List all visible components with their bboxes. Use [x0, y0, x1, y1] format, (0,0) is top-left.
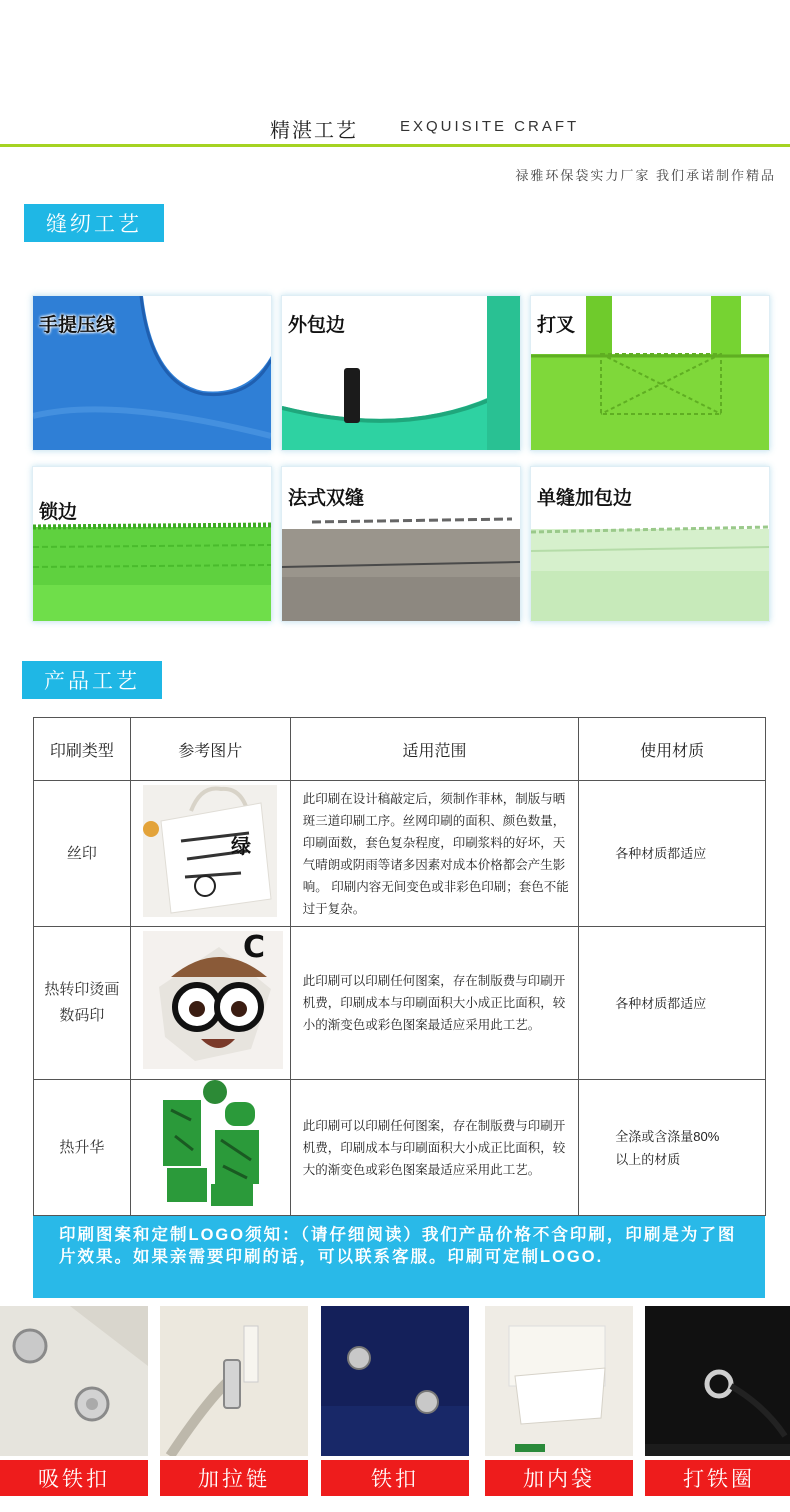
overlock-photo [33, 467, 271, 621]
svg-text:C: C [242, 930, 265, 965]
sewing-label: 手提压线 [39, 315, 116, 336]
accessory-zipper [160, 1306, 308, 1456]
material: 各种材质都适应 [615, 995, 707, 1011]
section-tag-sewing: 缝纫工艺 [24, 204, 164, 242]
accessory-snap-button [321, 1306, 469, 1456]
eyelet-photo [645, 1306, 790, 1456]
slogan: 禄雅环保袋实力厂家 我们承诺制作精品 [515, 168, 776, 183]
sewing-card-overlock [32, 466, 272, 622]
column-header: 印刷类型 [34, 718, 131, 781]
print-type: 丝印 [66, 844, 97, 862]
description: 此印刷在设计稿敲定后，须制作菲林，制版与晒斑三道印刷工序。丝网印刷的面积、颜色数量，印刷面数，套色复杂程度，印刷浆料的好坏，天气晴朗或阴雨等诸多因素对成本价格都会产生影响。 印刷内容无间变色或非彩色印刷；套色不能过于复杂。 [290, 781, 578, 927]
material-cell [579, 927, 766, 1080]
sewing-card-french-seam [281, 466, 521, 622]
sewing-card-cross [530, 295, 770, 451]
page-title-english: EXQUISITE CRAFT [400, 118, 580, 135]
page-title: 精湛工艺 [270, 120, 358, 142]
heat-transfer-dog-photo [131, 927, 289, 1074]
column-header: 参考图片 [130, 718, 290, 781]
sublimation-bags-photo [131, 1080, 289, 1210]
description: 此印刷可以印刷任何图案，存在制版费与印刷开机费，印刷成本与印刷面积大小成正比面积，较小的渐变色或彩色图案最适应采用此工艺。 [290, 927, 578, 1080]
screen-print-bag-photo [131, 781, 289, 921]
table-row [34, 781, 766, 927]
table-row [34, 927, 766, 1080]
sewing-card-binding [281, 295, 521, 451]
printing-notice: 印刷图案和定制LOGO须知：（请仔细阅读）我们产品价格不含印刷，印刷是为了图片效果。如果亲需要印刷的话，可以联系客服。印刷可定制LOGO. [33, 1216, 765, 1298]
zipper-photo [160, 1306, 308, 1456]
material-cell [579, 781, 766, 927]
material-cell [579, 1080, 766, 1216]
print-type: 热升华 [59, 1138, 105, 1156]
material: 各种材质都适应 [615, 846, 707, 861]
reference-image-cell [130, 781, 290, 927]
inner-pocket-photo [485, 1306, 633, 1456]
printing-table [33, 717, 766, 1216]
sewing-label: 法式双缝 [288, 488, 365, 509]
magnetic-button-photo [0, 1306, 148, 1456]
section-tag-product: 产品工艺 [22, 661, 162, 699]
accessory-label: 打铁圈 [645, 1460, 790, 1496]
accessory-label: 吸铁扣 [0, 1460, 148, 1496]
sewing-label: 锁边 [39, 502, 78, 523]
material: 以上的材质 [615, 1151, 681, 1167]
accessory-label: 加内袋 [485, 1460, 633, 1496]
print-type-cell [34, 781, 131, 927]
svg-text:绿: 绿 [230, 834, 251, 858]
reference-image-cell [130, 1080, 290, 1216]
reference-image-cell [130, 927, 290, 1080]
print-type: 数码印 [59, 1007, 105, 1024]
print-type-cell [34, 1080, 131, 1216]
accessory-label: 铁扣 [321, 1460, 469, 1496]
sewing-card-handle-stitch [32, 295, 272, 451]
snap-button-photo [321, 1306, 469, 1456]
sewing-card-single-seam [530, 466, 770, 622]
print-type: 热转印烫画 [44, 981, 120, 998]
description: 此印刷可以印刷任何图案，存在制版费与印刷开机费，印刷成本与印刷面积大小成正比面积，较大的渐变色或彩色图案最适应采用此工艺。 [290, 1080, 578, 1216]
column-header: 使用材质 [579, 718, 766, 781]
header-divider [0, 144, 790, 147]
accessory-label: 加拉链 [160, 1460, 308, 1496]
material: 全涤或含涤量80% [615, 1128, 720, 1144]
accessory-magnetic-button [0, 1306, 148, 1456]
print-type-cell [34, 927, 131, 1080]
accessory-inner-pocket [485, 1306, 633, 1456]
accessory-eyelet [645, 1306, 790, 1456]
sewing-label: 单缝加包边 [537, 488, 633, 509]
column-header: 适用范围 [290, 718, 578, 781]
table-header-row [34, 718, 766, 781]
table-row [34, 1080, 766, 1216]
sewing-label: 外包边 [288, 315, 346, 336]
sewing-label: 打叉 [537, 315, 576, 336]
